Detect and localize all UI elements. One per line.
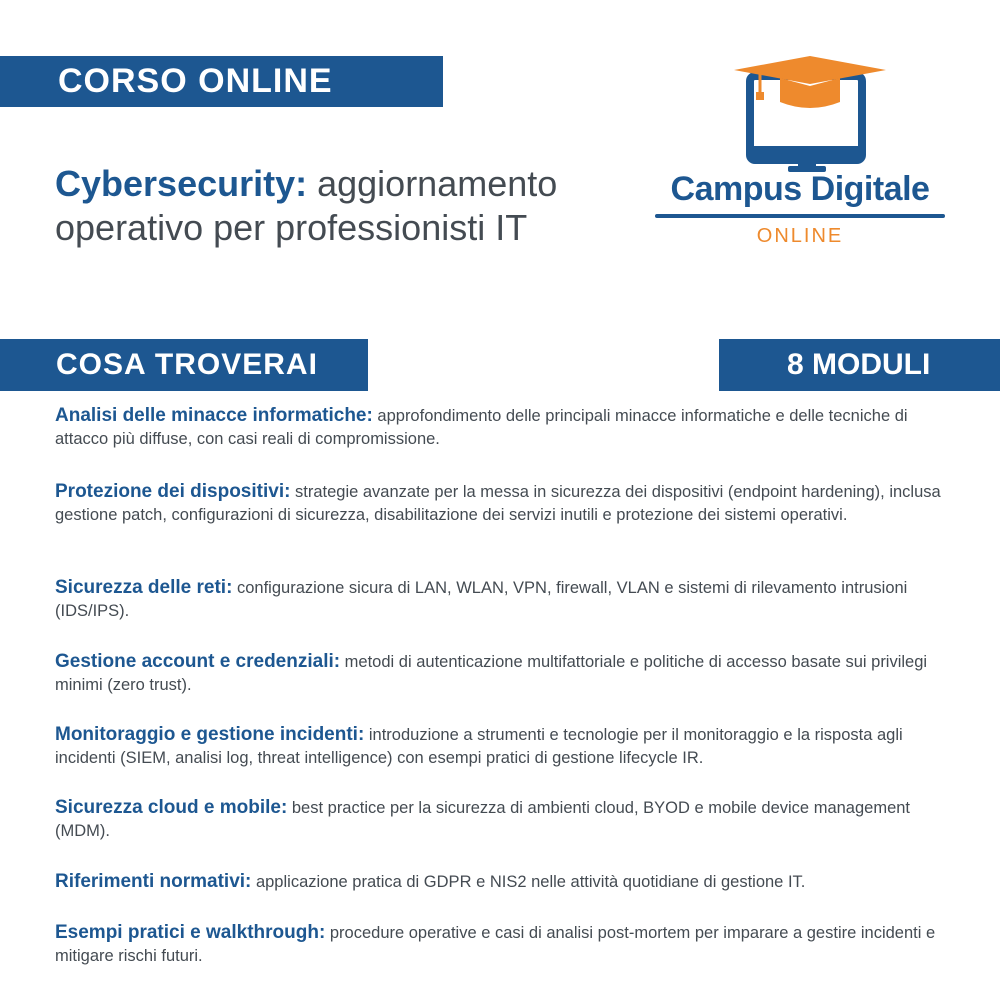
- brand-subtitle: ONLINE: [756, 225, 844, 247]
- module-description: approfondimento delle principali minacce informatiche e delle tecniche di attacco più diffuse, con casi reali di compromissione.: [55, 407, 908, 448]
- module-item: [55, 404, 960, 451]
- module-description: introduzione a strumenti e tecnologie per il monitoraggio e la risposta agli incidenti (SIEM, analisi log, threat intelligence) con esempi pratici di gestione lifecycle IR.: [55, 726, 903, 767]
- module-item: [55, 796, 960, 843]
- module-title: Monitoraggio e gestione incidenti:: [55, 724, 365, 745]
- course-title-rest: aggiornamento operativo per professionisti IT: [55, 163, 558, 248]
- module-title: Protezione dei dispositivi:: [55, 481, 291, 502]
- graduation-monitor-icon: [650, 50, 950, 250]
- module-description: applicazione pratica di GDPR e NIS2 nelle attività quotidiane di gestione IT.: [251, 873, 806, 891]
- module-item: [55, 921, 960, 968]
- module-description: strategie avanzate per la messa in sicurezza dei dispositivi (endpoint hardening), inclusa gestione patch, configurazioni di sicurezza, disabilitazione dei servizi inutili e protezione dei sistemi operativi.: [55, 483, 941, 524]
- module-description: procedure operative e casi di analisi post-mortem per imparare a gestire incidenti e mitigare rischi futuri.: [55, 924, 936, 965]
- section-heading: COSA TROVERAI: [0, 339, 368, 391]
- module-description: metodi di autenticazione multifattoriale e politiche di accesso basate sui privilegi minimi (zero trust).: [55, 653, 928, 694]
- course-title-highlight: Cybersecurity:: [55, 163, 308, 204]
- module-item: [55, 870, 960, 894]
- brand-name: Campus Digitale: [670, 170, 930, 208]
- brand-underline: [655, 214, 945, 218]
- course-title: [55, 162, 655, 250]
- module-item: [55, 576, 960, 623]
- module-title: Analisi delle minacce informatiche:: [55, 405, 373, 426]
- modules-count-badge: 8 MODULI: [719, 339, 1000, 391]
- module-item: [55, 650, 960, 697]
- module-item: [55, 480, 960, 527]
- module-description: configurazione sicura di LAN, WLAN, VPN, firewall, VLAN e sistemi di rilevamento intrusioni (IDS/IPS).: [55, 579, 908, 620]
- module-title: Riferimenti normativi:: [55, 871, 252, 892]
- module-title: Gestione account e credenziali:: [55, 651, 341, 672]
- module-item: [55, 723, 960, 770]
- module-title: Esempi pratici e walkthrough:: [55, 922, 326, 943]
- module-title: Sicurezza cloud e mobile:: [55, 797, 288, 818]
- module-title: Sicurezza delle reti:: [55, 577, 233, 598]
- module-description: best practice per la sicurezza di ambienti cloud, BYOD e mobile device management (MDM).: [55, 799, 911, 840]
- course-type-badge: CORSO ONLINE: [0, 56, 443, 107]
